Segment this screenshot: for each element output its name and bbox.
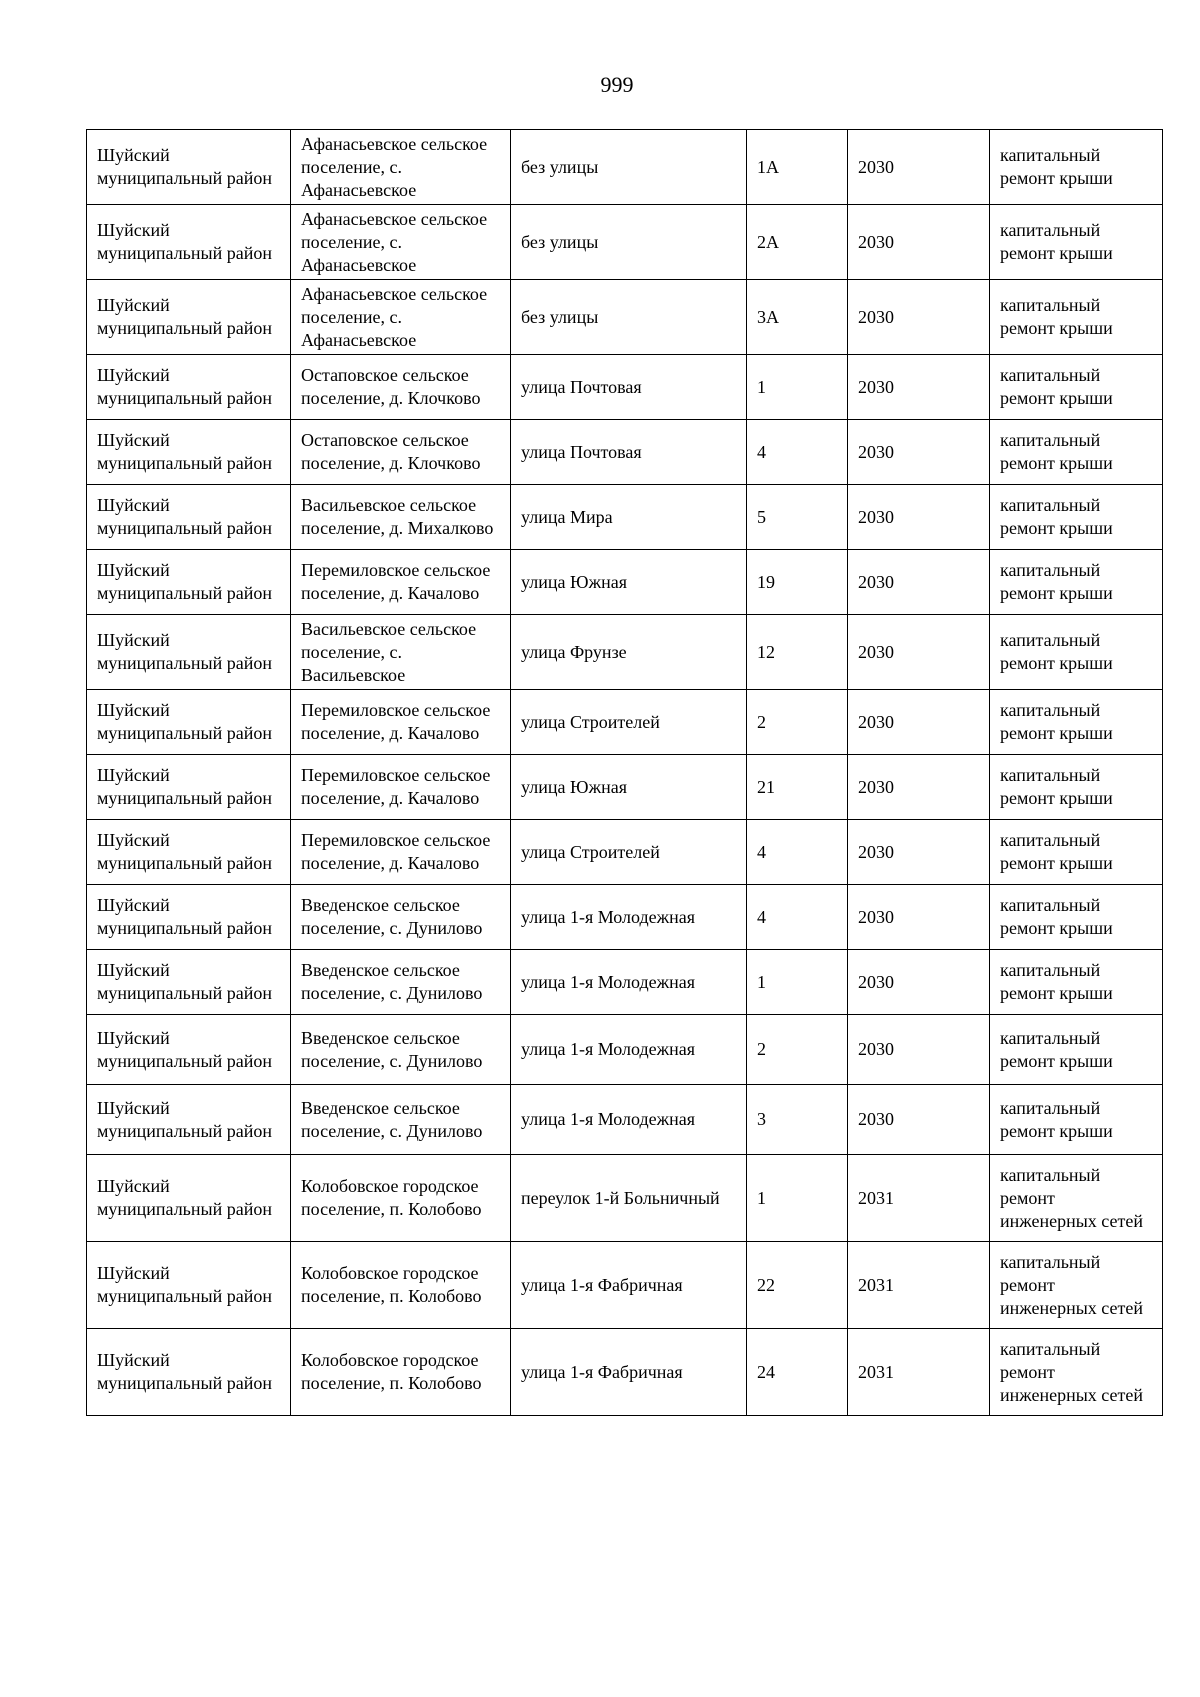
house-number-cell: 1	[747, 950, 848, 1015]
house-number-cell: 1	[747, 1155, 848, 1242]
street-cell: улица 1-я Фабричная	[511, 1329, 747, 1416]
table-row	[87, 130, 1163, 205]
district-cell: Шуйский муниципальный район	[87, 615, 291, 690]
street-cell: улица Строителей	[511, 690, 747, 755]
settlement-cell: Перемиловское сельское поселение, д. Качалово	[291, 690, 511, 755]
table-row	[87, 950, 1163, 1015]
street-cell: улица Строителей	[511, 820, 747, 885]
house-number-cell: 2	[747, 1015, 848, 1085]
street-cell: улица 1-я Молодежная	[511, 1015, 747, 1085]
table-row	[87, 1329, 1163, 1416]
work-type-cell: капитальный ремонт крыши	[990, 615, 1163, 690]
house-number-cell: 19	[747, 550, 848, 615]
street-cell: улица Почтовая	[511, 420, 747, 485]
settlement-cell: Перемиловское сельское поселение, д. Качалово	[291, 820, 511, 885]
settlement-cell: Васильевское сельское поселение, д. Михалково	[291, 485, 511, 550]
settlement-cell: Афанасьевское сельское поселение, с. Афанасьевское	[291, 130, 511, 205]
work-type-cell: капитальный ремонт крыши	[990, 420, 1163, 485]
house-number-cell: 21	[747, 755, 848, 820]
table-row	[87, 1242, 1163, 1329]
street-cell: улица Мира	[511, 485, 747, 550]
year-cell: 2030	[848, 1015, 990, 1085]
settlement-cell: Введенское сельское поселение, с. Дунилово	[291, 1015, 511, 1085]
district-cell: Шуйский муниципальный район	[87, 420, 291, 485]
district-cell: Шуйский муниципальный район	[87, 950, 291, 1015]
street-cell: улица Южная	[511, 755, 747, 820]
street-cell: переулок 1-й Больничный	[511, 1155, 747, 1242]
house-number-cell: 4	[747, 820, 848, 885]
settlement-cell: Введенское сельское поселение, с. Дунилово	[291, 885, 511, 950]
district-cell: Шуйский муниципальный район	[87, 1242, 291, 1329]
house-number-cell: 12	[747, 615, 848, 690]
settlement-cell: Остаповское сельское поселение, д. Клочково	[291, 420, 511, 485]
table-body	[87, 130, 1163, 1416]
settlement-cell: Афанасьевское сельское поселение, с. Афанасьевское	[291, 205, 511, 280]
settlement-cell: Колобовское городское поселение, п. Колобово	[291, 1155, 511, 1242]
table-row	[87, 615, 1163, 690]
house-number-cell: 3	[747, 1085, 848, 1155]
work-type-cell: капитальный ремонт крыши	[990, 755, 1163, 820]
table-row	[87, 420, 1163, 485]
street-cell: улица Южная	[511, 550, 747, 615]
table-row	[87, 485, 1163, 550]
work-type-cell: капитальный ремонт крыши	[990, 130, 1163, 205]
street-cell: без улицы	[511, 130, 747, 205]
work-type-cell: капитальный ремонт крыши	[990, 485, 1163, 550]
street-cell: без улицы	[511, 280, 747, 355]
district-cell: Шуйский муниципальный район	[87, 690, 291, 755]
table-row	[87, 755, 1163, 820]
district-cell: Шуйский муниципальный район	[87, 885, 291, 950]
street-cell: улица 1-я Молодежная	[511, 950, 747, 1015]
table-row	[87, 690, 1163, 755]
district-cell: Шуйский муниципальный район	[87, 280, 291, 355]
work-type-cell: капитальный ремонт инженерных сетей	[990, 1242, 1163, 1329]
house-number-cell: 5	[747, 485, 848, 550]
year-cell: 2031	[848, 1329, 990, 1416]
table-row	[87, 280, 1163, 355]
table-row	[87, 355, 1163, 420]
work-type-cell: капитальный ремонт крыши	[990, 205, 1163, 280]
settlement-cell: Перемиловское сельское поселение, д. Качалово	[291, 550, 511, 615]
district-cell: Шуйский муниципальный район	[87, 485, 291, 550]
house-number-cell: 2А	[747, 205, 848, 280]
year-cell: 2030	[848, 420, 990, 485]
work-type-cell: капитальный ремонт крыши	[990, 820, 1163, 885]
year-cell: 2030	[848, 355, 990, 420]
house-number-cell: 3А	[747, 280, 848, 355]
street-cell: улица Почтовая	[511, 355, 747, 420]
house-number-cell: 2	[747, 690, 848, 755]
year-cell: 2030	[848, 1085, 990, 1155]
district-cell: Шуйский муниципальный район	[87, 550, 291, 615]
street-cell: улица 1-я Молодежная	[511, 885, 747, 950]
table-row	[87, 1155, 1163, 1242]
house-number-cell: 22	[747, 1242, 848, 1329]
district-cell: Шуйский муниципальный район	[87, 755, 291, 820]
work-type-cell: капитальный ремонт инженерных сетей	[990, 1155, 1163, 1242]
table-row	[87, 885, 1163, 950]
work-type-cell: капитальный ремонт крыши	[990, 1015, 1163, 1085]
district-cell: Шуйский муниципальный район	[87, 355, 291, 420]
work-type-cell: капитальный ремонт крыши	[990, 355, 1163, 420]
district-cell: Шуйский муниципальный район	[87, 1015, 291, 1085]
year-cell: 2031	[848, 1242, 990, 1329]
year-cell: 2030	[848, 130, 990, 205]
year-cell: 2030	[848, 550, 990, 615]
street-cell: улица 1-я Фабричная	[511, 1242, 747, 1329]
district-cell: Шуйский муниципальный район	[87, 130, 291, 205]
year-cell: 2030	[848, 485, 990, 550]
house-number-cell: 1	[747, 355, 848, 420]
year-cell: 2030	[848, 280, 990, 355]
work-type-cell: капитальный ремонт крыши	[990, 280, 1163, 355]
year-cell: 2030	[848, 755, 990, 820]
house-number-cell: 24	[747, 1329, 848, 1416]
table-row	[87, 550, 1163, 615]
page-number: 999	[600, 72, 634, 97]
year-cell: 2030	[848, 615, 990, 690]
district-cell: Шуйский муниципальный район	[87, 1329, 291, 1416]
year-cell: 2030	[848, 885, 990, 950]
district-cell: Шуйский муниципальный район	[87, 820, 291, 885]
table-row	[87, 1085, 1163, 1155]
work-type-cell: капитальный ремонт крыши	[990, 950, 1163, 1015]
house-number-cell: 4	[747, 420, 848, 485]
table-row	[87, 820, 1163, 885]
year-cell: 2030	[848, 820, 990, 885]
settlement-cell: Введенское сельское поселение, с. Дунилово	[291, 950, 511, 1015]
work-type-cell: капитальный ремонт крыши	[990, 690, 1163, 755]
settlement-cell: Введенское сельское поселение, с. Дунилово	[291, 1085, 511, 1155]
settlement-cell: Афанасьевское сельское поселение, с. Афанасьевское	[291, 280, 511, 355]
district-cell: Шуйский муниципальный район	[87, 1085, 291, 1155]
house-number-cell: 4	[747, 885, 848, 950]
house-number-cell: 1А	[747, 130, 848, 205]
work-type-cell: капитальный ремонт крыши	[990, 1085, 1163, 1155]
year-cell: 2031	[848, 1155, 990, 1242]
street-cell: улица Фрунзе	[511, 615, 747, 690]
work-type-cell: капитальный ремонт инженерных сетей	[990, 1329, 1163, 1416]
work-type-cell: капитальный ремонт крыши	[990, 550, 1163, 615]
work-type-cell: капитальный ремонт крыши	[990, 885, 1163, 950]
district-cell: Шуйский муниципальный район	[87, 205, 291, 280]
year-cell: 2030	[848, 690, 990, 755]
housing-repair-table	[86, 129, 1163, 1416]
table-row	[87, 1015, 1163, 1085]
settlement-cell: Остаповское сельское поселение, д. Клочково	[291, 355, 511, 420]
district-cell: Шуйский муниципальный район	[87, 1155, 291, 1242]
settlement-cell: Васильевское сельское поселение, с. Васильевское	[291, 615, 511, 690]
settlement-cell: Колобовское городское поселение, п. Колобово	[291, 1242, 511, 1329]
street-cell: улица 1-я Молодежная	[511, 1085, 747, 1155]
settlement-cell: Колобовское городское поселение, п. Колобово	[291, 1329, 511, 1416]
year-cell: 2030	[848, 950, 990, 1015]
street-cell: без улицы	[511, 205, 747, 280]
settlement-cell: Перемиловское сельское поселение, д. Качалово	[291, 755, 511, 820]
table-row	[87, 205, 1163, 280]
year-cell: 2030	[848, 205, 990, 280]
